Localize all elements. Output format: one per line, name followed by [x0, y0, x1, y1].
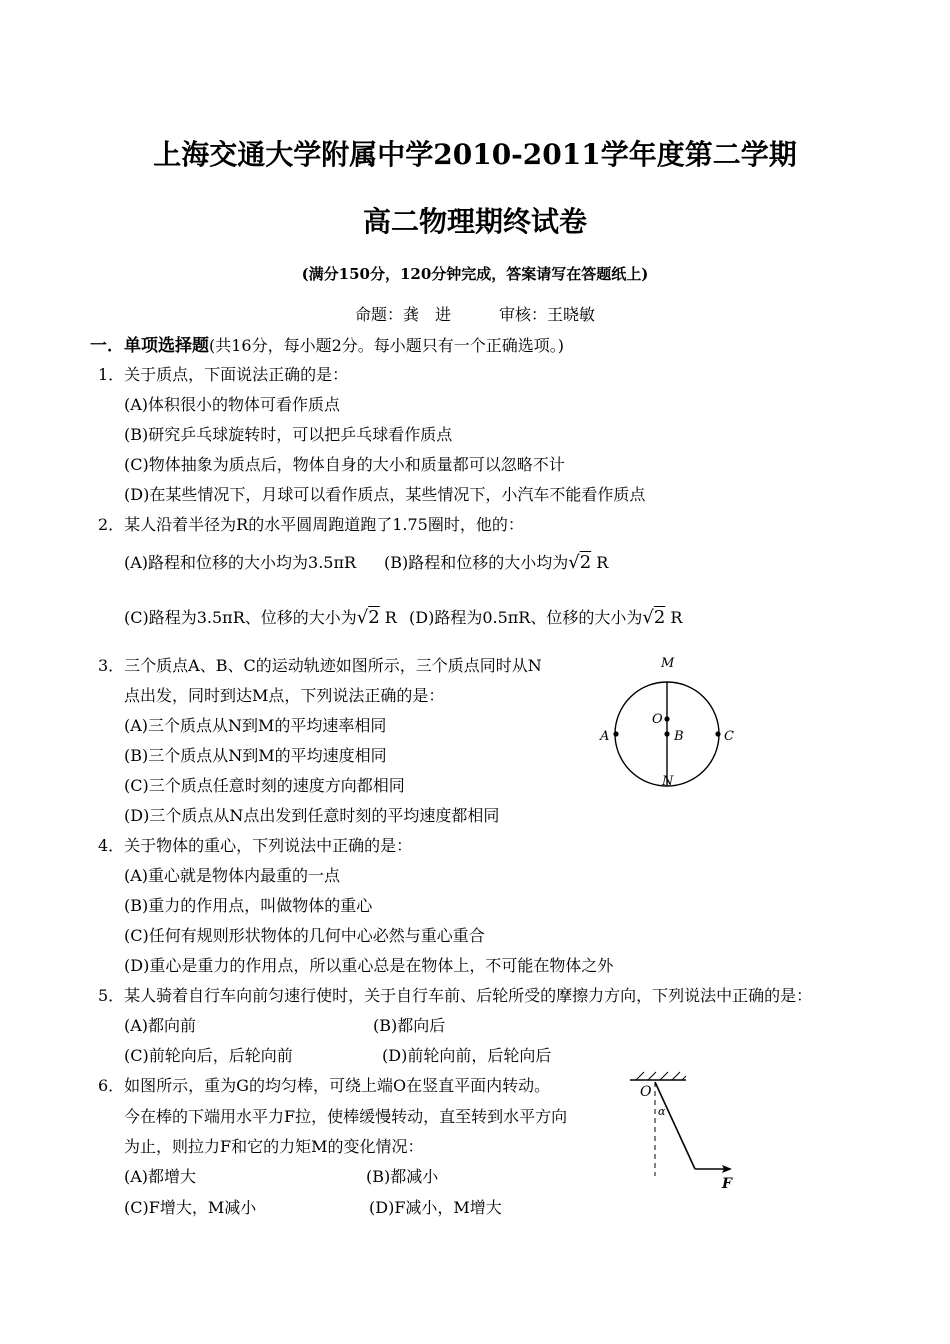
q2-option-d [409, 605, 682, 628]
q6-option-a: (A)都增大 [124, 1167, 197, 1186]
q6-option-c: (C)F增大，M减小 [124, 1198, 257, 1217]
q1-option-c: (C)物体抽象为质点后，物体自身的大小和质量都可以忽略不计 [124, 455, 565, 474]
q1-option-a: (A)体积很小的物体可看作质点 [124, 395, 341, 414]
sqrt-number: 2 [653, 607, 666, 628]
ceiling-hatch [672, 1072, 680, 1080]
q2-option-d-text: (D)路程为0.5πR、位移的大小为 [409, 608, 643, 627]
q2-option-b [384, 550, 608, 573]
sqrt-symbol: √2 [642, 607, 666, 628]
section-desc: (共16分，每小题2分。每小题只有一个正确选项。) [209, 336, 565, 355]
q3-option-c: (C)三个质点任意时刻的速度方向都相同 [124, 776, 405, 795]
q6-rod-figure [620, 1068, 750, 1193]
label-m: M [661, 656, 675, 671]
q4-option-d: (D)重心是重力的作用点，所以重心总是在物体上，不可能在物体之外 [124, 956, 614, 975]
label-c: C [724, 729, 734, 744]
q6-option-b: (B)都减小 [366, 1167, 439, 1186]
unit-r: R [596, 553, 609, 572]
q2-option-c [124, 605, 397, 628]
exam-note: (满分150分，120分钟完成，答案请写在答题纸上) [301, 265, 649, 283]
point-b [664, 731, 669, 736]
q6-stem-line3: 为止，则拉力F和它的力矩M的变化情况： [124, 1137, 424, 1156]
section-heading [90, 331, 564, 356]
label-n: N [662, 774, 674, 789]
label-o: O [652, 712, 663, 727]
unit-r: R [384, 608, 397, 627]
q3-option-d: (D)三个质点从N点出发到任意时刻的平均速度都相同 [124, 806, 500, 825]
label-force-f: F [722, 1176, 732, 1192]
label-pivot-o: O [640, 1084, 652, 1100]
uniform-rod [655, 1082, 695, 1169]
q5-option-c: (C)前轮向后，后轮向前 [124, 1046, 293, 1065]
point-o [664, 716, 669, 721]
q2-option-b-text: (B)路程和位移的大小均为 [384, 553, 569, 572]
q1-option-b: (B)研究乒乓球旋转时，可以把乒乓球看作质点 [124, 425, 453, 444]
unit-r: R [670, 608, 683, 627]
q6-option-d: (D)F减小，M增大 [369, 1198, 502, 1217]
exam-title: 上海交通大学附属中学2010-2011学年度第二学期 [153, 138, 797, 171]
q5-option-a: (A)都向前 [124, 1016, 197, 1035]
sqrt-symbol: √2 [356, 607, 380, 628]
sqrt-number: 2 [368, 607, 380, 628]
q3-stem-line1: 3．三个质点A、B、C的运动轨迹如图所示，三个质点同时从N [98, 656, 542, 675]
q2-option-c-text: (C)路程为3.5πR、位移的大小为 [124, 608, 357, 627]
q5-stem: 5．某人骑着自行车向前匀速行使时，关于自行车前、后轮所受的摩擦力方向，下列说法中正确的是： [98, 986, 813, 1005]
point-a [613, 731, 618, 736]
point-c [715, 731, 720, 736]
q4-option-b: (B)重力的作用点，叫做物体的重心 [124, 896, 373, 915]
exam-subtitle: 高二物理期终试卷 [362, 205, 587, 238]
q6-stem-line2: 今在棒的下端用水平力F拉，使棒缓慢转动，直至转到水平方向 [124, 1107, 568, 1126]
q5-option-d: (D)前轮向前，后轮向后 [382, 1046, 552, 1065]
q3-option-b: (B)三个质点从N到M的平均速度相同 [124, 746, 387, 765]
label-a: A [600, 729, 610, 744]
q3-option-a: (A)三个质点从N到M的平均速率相同 [124, 716, 387, 735]
sqrt-symbol: √2 [568, 552, 592, 573]
q1-option-d: (D)在某些情况下，月球可以看作质点，某些情况下，小汽车不能看作质点 [124, 485, 646, 504]
label-alpha: α [658, 1105, 666, 1118]
q2-option-a: (A)路程和位移的大小均为3.5πR [124, 553, 357, 572]
q4-stem: 4．关于物体的重心，下列说法中正确的是： [98, 836, 413, 855]
q3-circle-figure [590, 650, 750, 795]
section-title: 一．单项选择题 [90, 336, 209, 356]
q4-option-c: (C)任何有规则形状物体的几何中心必然与重心重合 [124, 926, 485, 945]
q2-stem: 2．某人沿着半径为R的水平圆周跑道跑了1.75圈时，他的： [98, 515, 524, 534]
q4-option-a: (A)重心就是物体内最重的一点 [124, 866, 341, 885]
ceiling-hatch [660, 1072, 668, 1080]
q5-option-b: (B)都向后 [373, 1016, 446, 1035]
q6-stem-line1: 6．如图所示，重为G的均匀棒，可绕上端O在竖直平面内转动。 [98, 1076, 551, 1095]
q1-stem: 1．关于质点，下面说法正确的是： [98, 365, 349, 384]
q3-stem-line2: 点出发，同时到达M点，下列说法正确的是： [124, 686, 445, 705]
label-b: B [674, 729, 684, 744]
sqrt-number: 2 [579, 552, 592, 573]
exam-author: 命题：龚 进 审核：王晓敏 [354, 305, 595, 324]
ceiling-hatch [648, 1072, 656, 1080]
ceiling-hatch [636, 1072, 644, 1080]
